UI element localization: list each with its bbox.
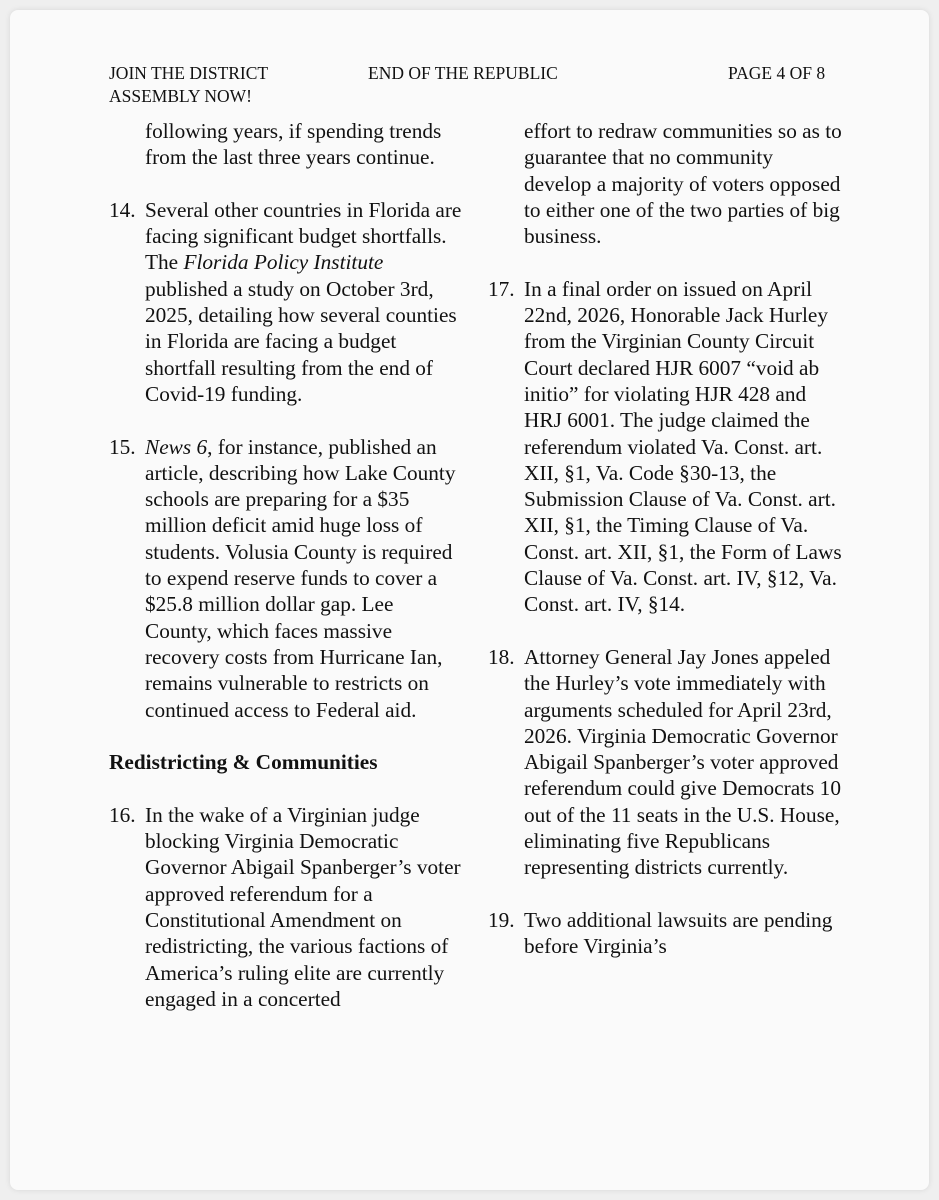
- paragraph-text: effort to redraw communities so as to guarantee that no community develop a majority of voters opposed to either one of the two parties of big business.: [524, 119, 842, 249]
- item-number: 18.: [488, 644, 515, 669]
- list-item-15: [109, 434, 464, 723]
- item-number: 19.: [488, 907, 515, 932]
- header-left-text: JOIN THE DISTRICT ASSEMBLY NOW!: [109, 63, 268, 106]
- item-text: Several other countries in Florida are facing significant budget shortfalls. The: [145, 197, 462, 275]
- item-text: Two additional lawsuits are pending before Virginia’s: [524, 907, 833, 959]
- item-text: In a final order on issued on April 22nd, 2026, Honorable Jack Hurley from the Virginian County Circuit Court declared HJR 6007 “void ab initio” for violating HJR 428 and HRJ 6001. The judge claimed the referendum violated Va. Const. art. XII, §1, Va. Code §30-13, the Submission Clause of Va. Const. art. XII, §1, the Timing Clause of Va. Const. art. XII, §1, the Form of Laws Clause of Va. Const. art. IV, §12, Va. Const. art. IV, §14.: [524, 276, 842, 617]
- list-item-18: [488, 644, 843, 881]
- item-text: , for instance, published an article, describing how Lake County schools are preparing for a $35 million deficit amid huge loss of students. Volusia County is required to expend reserve funds to cover a $25.8 million dollar gap. Lee County, which faces massive recovery costs from Hurricane Ian, remains vulnerable to restricts on continued access to Federal aid.: [145, 434, 456, 722]
- right-column: [488, 118, 843, 960]
- paragraph-text: following years, if spending trends from the last three years continue.: [145, 119, 442, 170]
- list-item-14: [109, 197, 464, 407]
- header-page-number: PAGE 4 OF 8: [728, 63, 826, 83]
- item-text: published a study on October 3rd, 2025, detailing how several counties in Florida are facing a budget shortfall resulting from the end of Covid-19 funding.: [145, 276, 457, 406]
- left-column: [109, 118, 464, 1012]
- item-text: In the wake of a Virginian judge blocking Virginia Democratic Governor Abigail Spanberger’s voter approved referendum for a Constitutional Amendment on redistricting, the various factions of America’s ruling elite are currently engaged in a concerted: [145, 802, 461, 1011]
- item-number: 16.: [109, 802, 136, 827]
- item-text: Attorney General Jay Jones appeled the Hurley’s vote immediately with arguments scheduled for April 23rd, 2026. Virginia Democratic Governor Abigail Spanberger’s voter approved referendum could give Democrats 10 out of the 11 seats in the U.S. House, eliminating five Republicans representing districts currently.: [524, 644, 841, 880]
- continued-paragraph: [488, 118, 843, 249]
- document-page: [10, 10, 929, 1190]
- item-number: 15.: [109, 434, 136, 459]
- header-document-title: END OF THE REPUBLIC: [368, 63, 558, 83]
- list-item-19: [488, 907, 843, 960]
- item-number: 14.: [109, 197, 136, 222]
- list-item-17: [488, 276, 843, 618]
- item-number: 17.: [488, 276, 515, 301]
- section-heading: Redistricting & Communities: [109, 750, 378, 775]
- source-title: Florida Policy Institute: [183, 250, 384, 275]
- list-item-16: [109, 802, 464, 1012]
- source-title: News 6: [145, 434, 208, 459]
- continued-paragraph: [109, 118, 464, 171]
